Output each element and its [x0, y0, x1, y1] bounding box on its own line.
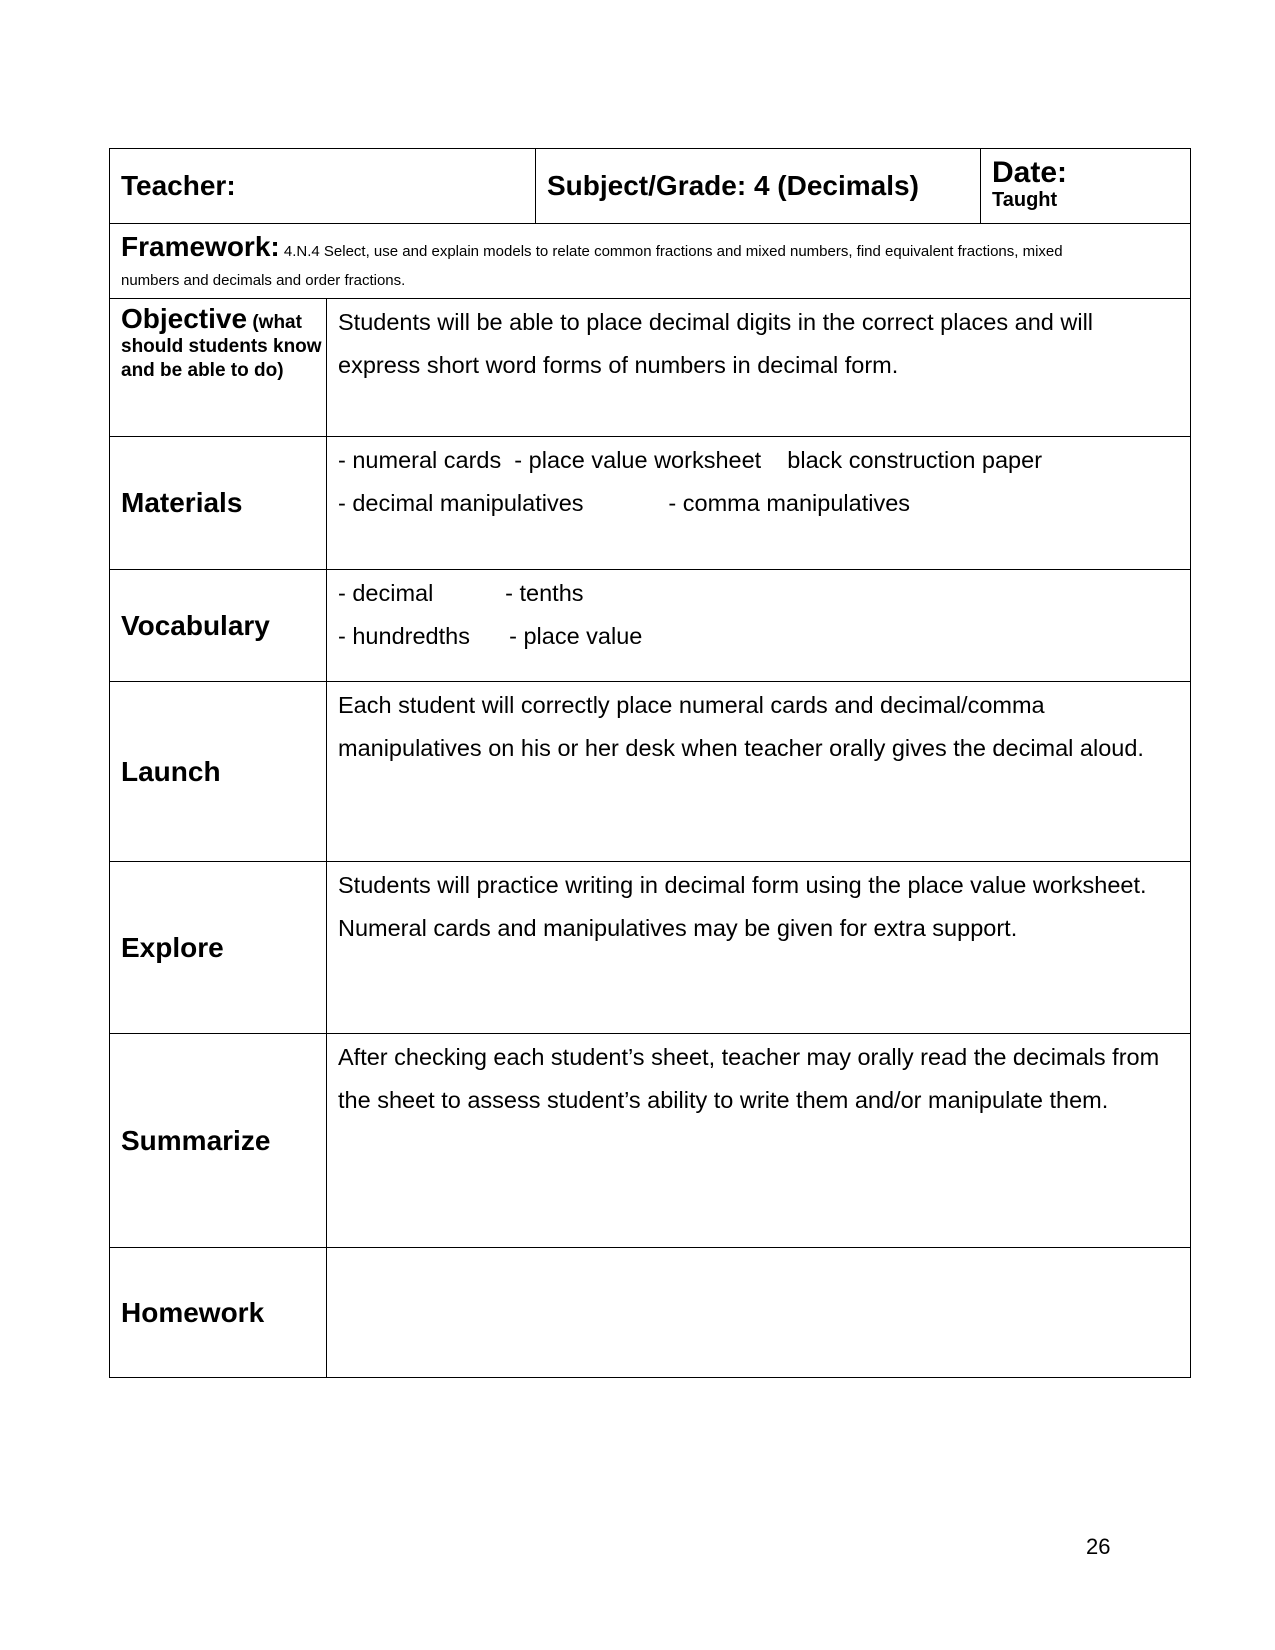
vocabulary-row: [110, 570, 1190, 682]
objective-label-paren: (what: [247, 312, 302, 333]
vocabulary-content-cell: [327, 570, 1190, 681]
explore-label-cell: [110, 862, 327, 1033]
framework-text-1: 4.N.4 Select, use and explain models to relate common fractions and mixed numbers, find equivalent fractions, mixed: [279, 243, 1063, 260]
header-row: [110, 149, 1190, 224]
launch-label-cell: [110, 682, 327, 861]
summarize-label-cell: [110, 1034, 327, 1247]
homework-label-cell: [110, 1248, 327, 1377]
materials-label-cell: [110, 437, 327, 569]
materials-content-cell: [327, 437, 1190, 569]
launch-content-cell: [327, 682, 1190, 861]
framework-label: Framework:: [121, 231, 280, 262]
launch-label: Launch: [121, 755, 221, 787]
explore-content-cell: [327, 862, 1190, 1033]
vocabulary-label-cell: [110, 570, 327, 681]
summarize-row: [110, 1034, 1190, 1248]
vocabulary-label: Vocabulary: [121, 609, 270, 641]
materials-label: Materials: [121, 487, 243, 518]
objective-label: Objective: [121, 303, 248, 334]
objective-content-cell: [327, 299, 1190, 436]
lesson-plan-table: [109, 148, 1191, 1378]
summarize-label: Summarize: [121, 1124, 271, 1156]
page-number: 26: [1086, 1534, 1111, 1559]
teacher-cell: [110, 149, 536, 223]
subject-cell: [536, 149, 981, 223]
framework-line: [121, 230, 1063, 269]
framework-text-2: numbers and decimals and order fractions.: [121, 272, 406, 289]
objective-label-cell: [110, 299, 327, 436]
explore-label: Explore: [121, 931, 224, 963]
date-cell: [981, 149, 1190, 223]
framework-row: [110, 224, 1190, 299]
launch-row: [110, 682, 1190, 862]
teacher-label: Teacher:: [121, 170, 236, 201]
launch-text: Each student will correctly place numeral cards and decimal/comma manipulatives on his or her desk when teacher orally gives the decimal aloud.: [338, 692, 1144, 761]
homework-row: [110, 1248, 1190, 1377]
objective-label-rest: should students know and be able to do): [121, 336, 322, 381]
framework-cell: [121, 230, 1063, 298]
date-sublabel: Taught: [992, 189, 1058, 211]
homework-label: Homework: [121, 1296, 265, 1328]
vocabulary-line-2: - hundredths - place value: [338, 623, 643, 649]
vocabulary-line-1: - decimal - tenths: [338, 580, 584, 606]
homework-content-cell: [327, 1248, 1190, 1377]
objective-text: Students will be able to place decimal digits in the correct places and will express short word forms of numbers in decimal form.: [338, 309, 1094, 378]
date-label: Date:: [992, 156, 1068, 189]
materials-line-1: - numeral cards - place value worksheet black construction paper: [338, 447, 1043, 473]
explore-row: [110, 862, 1190, 1034]
materials-row: [110, 437, 1190, 570]
objective-row: [110, 299, 1190, 437]
subject-grade-label: Subject/Grade: 4 (Decimals): [547, 170, 919, 201]
summarize-content-cell: [327, 1034, 1190, 1247]
summarize-text: After checking each student’s sheet, teacher may orally read the decimals from the sheet to assess student’s ability to write them and/or manipulate them.: [338, 1044, 1160, 1113]
materials-line-2: - decimal manipulatives - comma manipulatives: [338, 490, 911, 516]
explore-text: Students will practice writing in decimal form using the place value worksheet. Numeral cards and manipulatives may be given for extra support.: [338, 872, 1147, 941]
